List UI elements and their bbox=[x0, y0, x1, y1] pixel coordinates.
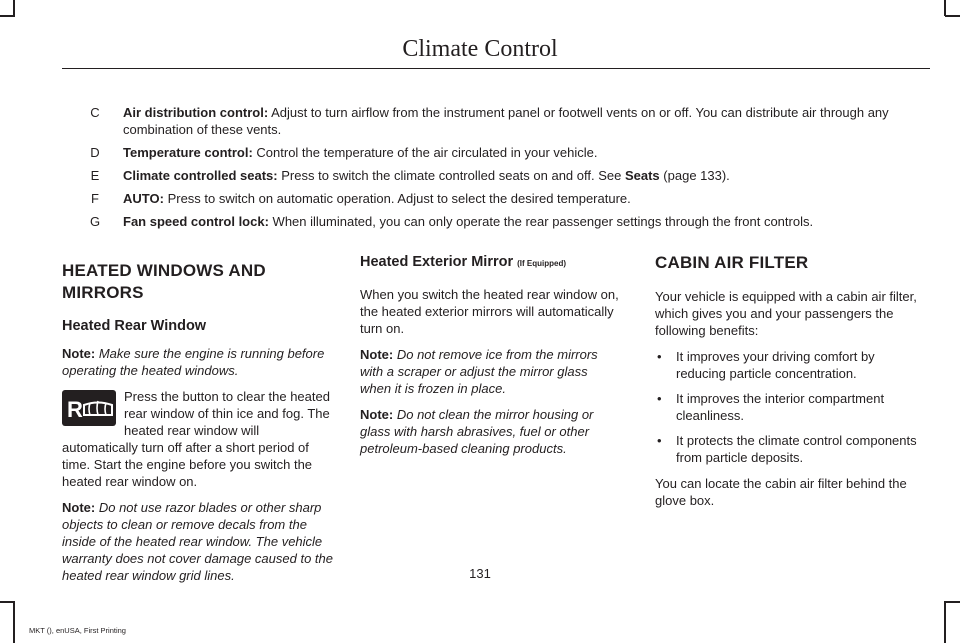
definition-row bbox=[62, 167, 932, 184]
crop-mark bbox=[945, 601, 960, 603]
subsection-heading: Heated Rear Window bbox=[62, 318, 207, 334]
note bbox=[360, 346, 622, 397]
note-label: Note: bbox=[360, 407, 394, 422]
list-item-text: It protects the climate control components from particle deposits. bbox=[676, 433, 917, 465]
note bbox=[360, 406, 622, 457]
definition-term: Climate controlled seats: bbox=[123, 168, 278, 183]
bullet-icon: • bbox=[657, 391, 662, 406]
crop-mark bbox=[944, 0, 946, 16]
definition-text: Press to switch the climate controlled seats on and off. See bbox=[281, 168, 622, 183]
body-text: You can locate the cabin air filter behind the glove box. bbox=[655, 476, 907, 508]
bullet-icon: • bbox=[657, 433, 662, 448]
crop-mark bbox=[0, 601, 15, 603]
definition-letter: G bbox=[89, 214, 101, 229]
note-text: Do not use razor blades or other sharp objects to clean or remove decals from the inside of the heated rear window. The vehicle warranty does not cover damage caused to the heated rear window grid lines. bbox=[62, 500, 333, 583]
definition-row bbox=[62, 104, 932, 138]
crop-mark bbox=[944, 601, 946, 643]
section-heading: HEATED WINDOWS AND MIRRORS bbox=[62, 261, 266, 302]
list-item-text: It improves the interior compartment cleanliness. bbox=[676, 391, 885, 423]
definition-text: Press to switch on automatic operation. Adjust to select the desired temperature. bbox=[167, 191, 631, 206]
definition-term: AUTO: bbox=[123, 191, 164, 206]
list-item bbox=[655, 348, 925, 382]
body-text: When you switch the heated rear window on, the heated exterior mirrors will automatically turn on. bbox=[360, 287, 619, 336]
crop-mark bbox=[0, 15, 15, 17]
page-title: Climate Control bbox=[402, 36, 558, 62]
cabin-air-filter-section bbox=[655, 252, 925, 518]
edition-footer: MKT (), enUSA, First Printing bbox=[29, 626, 126, 635]
crop-mark bbox=[13, 601, 15, 643]
page-number: 131 bbox=[469, 566, 491, 581]
definition-letter: F bbox=[91, 191, 99, 206]
definition-term: Temperature control: bbox=[123, 145, 253, 160]
note-text: Do not clean the mirror housing or glass with harsh abrasives, fuel or other petroleum-based cleaning products. bbox=[360, 407, 594, 456]
definition-text: Control the temperature of the air circulated in your vehicle. bbox=[256, 145, 598, 160]
definition-row bbox=[62, 213, 932, 230]
seats-reference-link[interactable]: Seats bbox=[624, 168, 660, 183]
svg-text:R: R bbox=[67, 397, 83, 422]
control-definitions bbox=[62, 104, 932, 236]
list-item-text: It improves your driving comfort by reducing particle concentration. bbox=[676, 349, 875, 381]
definition-row bbox=[62, 144, 932, 161]
body-text: Your vehicle is equipped with a cabin air filter, which gives you and your passengers the following benefits: bbox=[655, 289, 917, 338]
heated-windows-section bbox=[62, 252, 338, 593]
note-label: Note: bbox=[62, 500, 96, 515]
body-text: Press the button to clear the heated rear window of thin ice and fog. The heated rear window will automatically turn off after a short period of time. Start the engine before you switch the heated rear window on. bbox=[62, 389, 330, 489]
bullet-icon: • bbox=[657, 349, 662, 364]
header-divider bbox=[62, 68, 930, 69]
definition-term: Fan speed control lock: bbox=[123, 214, 269, 229]
definition-letter: E bbox=[90, 168, 100, 183]
crop-mark bbox=[13, 0, 15, 16]
benefits-list bbox=[655, 348, 925, 466]
definition-term: Air distribution control: bbox=[123, 105, 269, 120]
heated-mirror-section bbox=[360, 252, 622, 466]
definition-text: Adjust to turn airflow from the instrument panel or footwell vents on or off. You can distribute air through any combination of these vents. bbox=[123, 105, 889, 137]
list-item bbox=[655, 390, 925, 424]
crop-mark bbox=[945, 15, 960, 17]
note-text: Make sure the engine is running before operating the heated windows. bbox=[62, 346, 325, 378]
subsection-heading bbox=[360, 252, 622, 274]
heading-text: Heated Exterior Mirror bbox=[360, 254, 514, 270]
page-reference: (page 133). bbox=[663, 168, 730, 183]
note-text: Do not remove ice from the mirrors with a scraper or adjust the mirror glass when it is frozen in place. bbox=[360, 347, 598, 396]
rear-window-defrost-icon bbox=[62, 390, 116, 426]
definition-letter: C bbox=[90, 105, 100, 120]
note-label: Note: bbox=[360, 347, 394, 362]
section-heading: CABIN AIR FILTER bbox=[655, 253, 809, 272]
note-label: Note: bbox=[62, 346, 96, 361]
definition-text: When illuminated, you can only operate the rear passenger settings through the front controls. bbox=[272, 214, 814, 229]
definition-row bbox=[62, 190, 932, 207]
heading-suffix: (If Equipped) bbox=[517, 259, 567, 268]
definition-letter: D bbox=[90, 145, 100, 160]
list-item bbox=[655, 432, 925, 466]
note bbox=[62, 345, 338, 379]
